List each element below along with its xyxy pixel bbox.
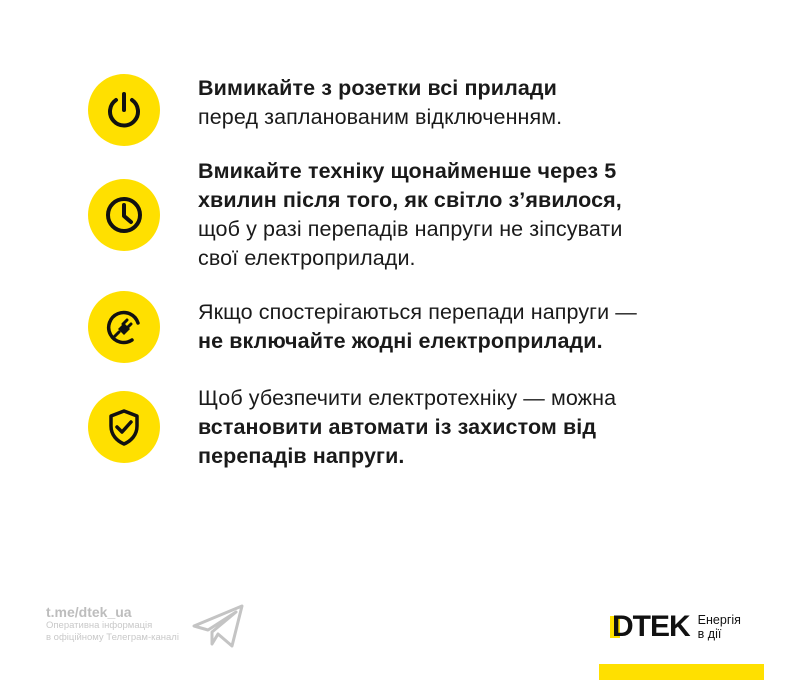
tip-text xyxy=(198,298,637,356)
tip-icon-circle xyxy=(88,74,160,146)
tip-line: перепадів напруги. xyxy=(198,444,405,468)
shield-check-icon xyxy=(102,405,146,449)
power-icon xyxy=(102,88,146,132)
clock-icon xyxy=(102,193,146,237)
tip-line: Щоб убезпечити електротехніку — можна xyxy=(198,386,617,410)
tip-icon-circle xyxy=(88,179,160,251)
tip-line: свої електроприлади. xyxy=(198,246,416,270)
telegram-promo xyxy=(46,604,179,644)
telegram-plane-icon xyxy=(192,604,246,648)
telegram-link[interactable]: t.me/dtek_ua xyxy=(46,604,132,620)
accent-bar xyxy=(599,664,764,680)
tip-line: Якщо спостерігаються перепади напруги — xyxy=(198,300,637,324)
telegram-caption-2: в офіційному Телеграм-каналі xyxy=(46,632,179,643)
tip-line: Вмикайте техніку щонайменше через 5 xyxy=(198,159,617,183)
tip-line: хвилин після того, як світло з’явилося, xyxy=(198,188,622,212)
tip-line: встановити автомати із захистом від xyxy=(198,415,597,439)
tip-line: перед запланованим відключенням. xyxy=(198,105,563,129)
tip-line: не включайте жодні електроприлади. xyxy=(198,329,603,353)
tip-text xyxy=(198,384,616,471)
tip-icon-circle xyxy=(88,291,160,363)
logo-wordmark: DTEK xyxy=(612,610,690,643)
tip-icon-circle xyxy=(88,391,160,463)
logo-tagline-2: в дії xyxy=(697,627,722,641)
logo-tagline xyxy=(698,613,741,641)
logo-tagline-1: Енергія xyxy=(697,613,741,627)
plug-icon xyxy=(102,305,146,349)
tip-text xyxy=(198,74,562,132)
tip-line: Вимикайте з розетки всі прилади xyxy=(198,76,557,100)
telegram-caption-1: Оперативна інформація xyxy=(46,620,153,631)
tip-line: щоб у разі перепадів напруги не зіпсувати xyxy=(198,217,623,241)
tip-text xyxy=(198,157,623,273)
dtek-logo xyxy=(612,612,741,642)
